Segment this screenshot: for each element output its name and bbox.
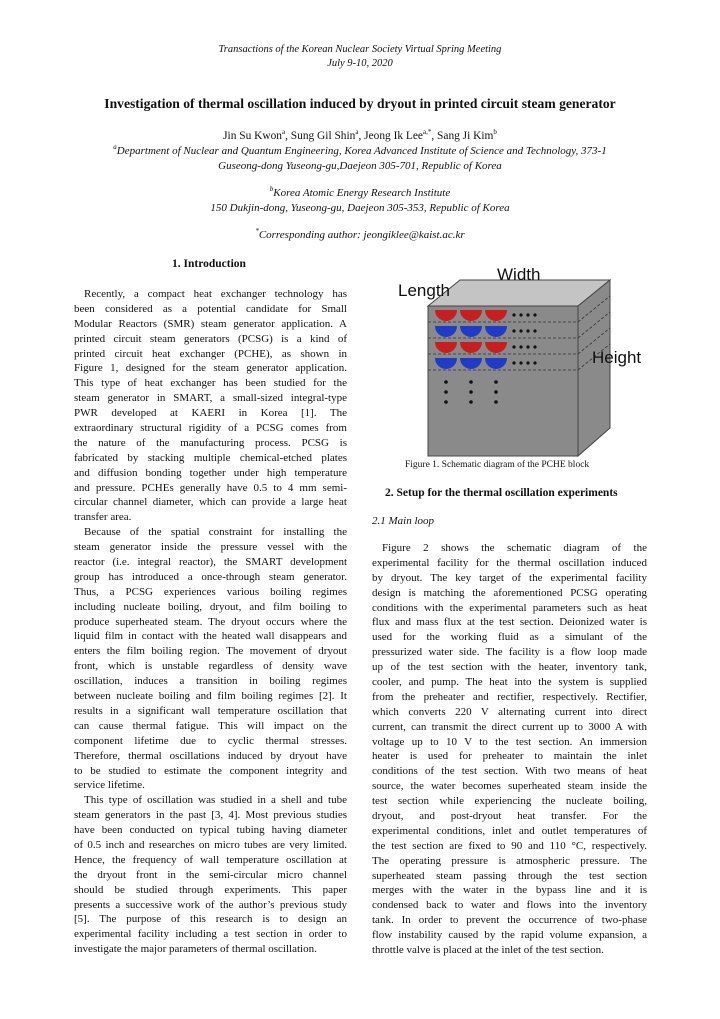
- text-line: service lifetime.: [74, 779, 145, 792]
- text-line: merges with the water in the bypass line and it is: [372, 884, 647, 897]
- label-height: Height: [592, 348, 642, 367]
- hot-channel-row-2: [435, 342, 507, 353]
- text-line: up of the test section with the heater, inventory tank,: [372, 661, 647, 674]
- label-width: Width: [497, 265, 541, 284]
- text-line: conditions of the test section. With two means of heat: [372, 765, 647, 778]
- cold-channel-row-2: [435, 358, 507, 369]
- text-line: the test section are fixed to 90 and 110 °C, respectively.: [372, 839, 647, 852]
- paragraph: [74, 793, 347, 957]
- text-line: This type of heat exchanger has been studied for the: [74, 377, 347, 390]
- text-line: produce superheated steam. The dryout occurs where the: [74, 615, 347, 628]
- text-line: printed circuit steam generators (PCSG) is a kind of: [74, 332, 347, 345]
- header-line-2: July 9-10, 2020: [327, 57, 393, 69]
- text-line: have been conducted on typical tubing having diameter: [74, 824, 347, 837]
- header-line-1: Transactions of the Korean Nuclear Society Virtual Spring Meeting: [218, 44, 502, 55]
- hot-channel-row-1: [435, 310, 507, 321]
- text-line: to be studied to estimate the component integrity and: [74, 764, 347, 777]
- text-line: transfer area.: [74, 511, 132, 524]
- section-heading-setup: 2. Setup for the thermal oscillation experiments: [385, 487, 618, 499]
- author-mark: a: [355, 128, 359, 136]
- affiliation-mark: b: [269, 185, 274, 193]
- corresponding-mark: *: [255, 227, 259, 235]
- text-line: PWR developed at KAERI in Korea [1]. The: [74, 407, 347, 420]
- author-name: , Sang Ji Kim: [431, 130, 494, 142]
- affiliation-text: Guseong-dong Yuseong-gu,Daejeon 305-701, Republic of Korea: [218, 160, 502, 172]
- text-line: and pressure. PCHEs generally have 0.5 to 4 mm semi-: [74, 481, 347, 494]
- text-line: of 0.5 inch and researches on micro tubes are very limited.: [74, 838, 347, 851]
- text-line: conditions with the experimental parameters such as heat: [372, 601, 647, 614]
- text-line: oscillation, induces a transition in boiling regimes: [74, 675, 347, 688]
- paragraph: [372, 541, 647, 958]
- text-line: voltage up to 10 V to the test section. An immersion: [372, 735, 647, 748]
- affiliation-b: [60, 186, 660, 216]
- text-line: can cause thermal fatigue. This will impact on the: [74, 719, 347, 732]
- text-line: reactor (i.e. integral reactor), the SMART development: [74, 556, 347, 569]
- text-line: results in a significant wall temperature oscillation that: [74, 704, 347, 717]
- author-list: [40, 129, 680, 144]
- text-line: current, can transmit the direct current up to 3000 A with: [372, 720, 647, 733]
- text-line: source, the water becomes superheated steam inside the: [372, 780, 647, 793]
- introduction-body: [74, 287, 347, 957]
- author-mark: a: [281, 128, 286, 136]
- text-line: heater is used for preheater to maintain the inlet: [372, 750, 647, 763]
- text-line: component lifetime due to cyclic thermal stresses.: [74, 734, 347, 747]
- text-line: printed circuit heat exchanger (PCHE), as shown in: [74, 347, 347, 360]
- text-line: Therefore, thermal oscillations induced by dryout have: [74, 749, 347, 762]
- text-line: cooler, and pump. The heat into the system is supplied: [372, 676, 647, 689]
- author-mark: a,*: [423, 128, 432, 136]
- affiliation-text: 150 Dukjin-dong, Yuseong-gu, Daejeon 305-353, Republic of Korea: [210, 202, 510, 214]
- text-line: design is matching the aforementioned PCSG operating: [372, 586, 647, 599]
- paragraph: [74, 525, 347, 793]
- text-line: [5]. The purpose of this research is to design an: [74, 913, 347, 926]
- affiliation-text: Korea Atomic Energy Research Institute: [273, 187, 451, 199]
- author-name: , Sung Gil Shin: [285, 130, 356, 142]
- text-line: steam generators in the past [3, 4]. Most previous studies: [74, 809, 347, 822]
- cold-channel-row-1: [435, 326, 507, 337]
- affiliation-mark: a: [113, 143, 117, 151]
- text-line: circular channel diameter, which can provide a large heat: [74, 496, 347, 509]
- subsection-heading-main-loop: 2.1 Main loop: [372, 515, 435, 527]
- text-line: Modular Reactors (SMR) steam generator application. A: [74, 317, 347, 330]
- text-line: investigate the major parameters of thermal oscillation.: [74, 943, 317, 956]
- text-line: between nucleate boiling and film boiling regimes [2]. It: [74, 690, 347, 703]
- text-line: which converts 220 V alternating current into direct: [372, 705, 647, 718]
- text-line: the dryout front in the semi-circular micro channel: [74, 868, 347, 881]
- text-line: experimental facility for the thermal oscillation induced: [372, 556, 647, 569]
- text-line: Figure 1, designed for the steam generator application.: [74, 362, 347, 375]
- text-line: pressurized water side. The facility is a flow loop made: [372, 646, 647, 659]
- text-line: extraordinary structural rigidity of a PCSG comes from: [74, 422, 347, 435]
- text-line: Hence, the frequency of wall temperature oscillation at: [74, 853, 347, 866]
- text-line: the nature of the manufacturing process. PCSG is: [74, 436, 347, 449]
- text-line: dryout, and post-dryout heat transfer. For the: [372, 810, 647, 823]
- setup-body: [372, 541, 647, 958]
- author-mark: b: [493, 128, 497, 136]
- text-line: experimental facility including a test section in order to: [74, 928, 347, 941]
- author-name: , Jeong Ik Lee: [358, 130, 423, 142]
- text-line: should be studied through experiments. This paper: [74, 883, 347, 896]
- pche-block-diagram: [380, 258, 660, 458]
- text-line: steam generator inside the pressure vessel with the: [74, 541, 347, 554]
- text-line: used for the working fluid as a simulant of the: [372, 631, 647, 644]
- corresponding-text: Corresponding author: jeongiklee@kaist.ac.kr: [258, 229, 465, 241]
- text-line: including nucleate boiling, dryout, and film boiling to: [74, 600, 347, 613]
- text-line: liquid film in contact with the heated wall disappears and: [74, 630, 347, 643]
- text-line: superheated steam passing through the test section: [372, 869, 647, 882]
- text-line: test section while experiencing the nucleate boiling,: [372, 795, 647, 808]
- affiliation-a: [30, 144, 690, 174]
- text-line: Because of the spatial constraint for installing the: [84, 526, 347, 539]
- text-line: been considered as a potential candidate for Small: [74, 302, 347, 315]
- text-line: The operating pressure is atmospheric pressure. The: [372, 854, 647, 867]
- section-heading-introduction: 1. Introduction: [172, 258, 246, 270]
- text-line: presents a successive work of the author’s previous study: [74, 898, 347, 911]
- text-line: group has introduced a once-through steam generator.: [74, 570, 347, 583]
- figure-1: [380, 258, 660, 458]
- text-line: condensed back to water and flows into the inventory: [372, 899, 647, 912]
- text-line: experimental conditions, inlet and outlet temperatures of: [372, 824, 647, 837]
- text-line: and diffusion bonding together under high temperature: [74, 466, 347, 479]
- text-line: throttle valve is placed at the inlet of the test section.: [372, 944, 604, 957]
- affiliation-text: Department of Nuclear and Quantum Engineering, Korea Advanced Institute of Science and Technology, 373-1: [116, 145, 607, 157]
- text-line: enters the film boiling region. The movement of dryout: [74, 645, 347, 658]
- paper-title: Investigation of thermal oscillation induced by dryout in printed circuit steam generator: [104, 96, 616, 111]
- text-line: tank. In order to prevent the occurrence of two-phase: [372, 914, 647, 927]
- text-line: from the preheater and rectifier, respectively. Rectifier,: [372, 690, 647, 703]
- text-line: steam generator in SMART, a small-sized integral-type: [74, 392, 347, 405]
- text-line: Recently, a compact heat exchanger technology has: [84, 288, 347, 300]
- text-line: fabricated by stacking multiple chemical-etched plates: [74, 451, 347, 464]
- corresponding-author: [60, 228, 660, 243]
- text-line: front, which is unstable regardless of density wave: [74, 660, 347, 673]
- label-length: Length: [398, 281, 450, 300]
- text-line: Thus, a PCSG experiences various boiling regimes: [74, 585, 347, 598]
- paragraph: [74, 287, 347, 525]
- author-name: Jin Su Kwon: [223, 130, 282, 142]
- journal-header: [0, 43, 720, 70]
- text-line: This type of oscillation was studied in a shell and tube: [84, 794, 347, 807]
- text-line: flux and mass flux at the test section. Deionized water is: [372, 616, 647, 629]
- text-line: Figure 2 shows the schematic diagram of the: [382, 542, 647, 554]
- figure-1-caption: Figure 1. Schematic diagram of the PCHE block: [405, 460, 590, 470]
- text-line: flow instability caused by the rapid volume expansion, a: [372, 929, 647, 942]
- text-line: by dryout. The key target of the experimental facility: [372, 571, 647, 584]
